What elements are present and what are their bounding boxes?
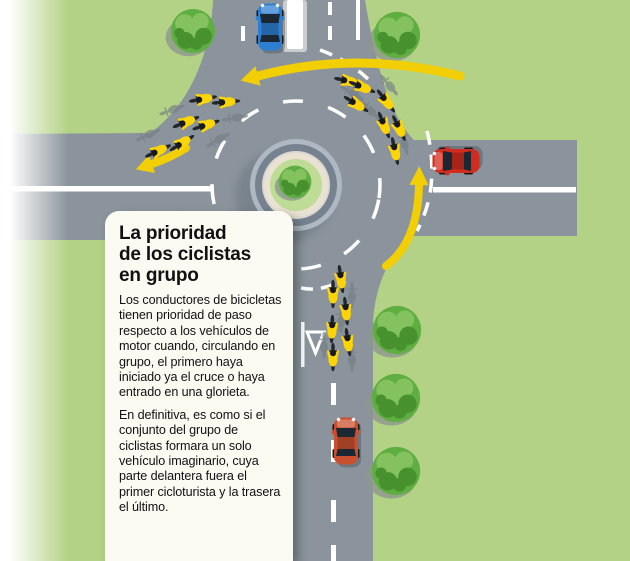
infobox-title-line: en grupo <box>119 265 199 286</box>
west-center-line <box>6 186 214 192</box>
infobox-title-line: La prioridad <box>119 223 227 244</box>
infobox-title <box>119 223 284 286</box>
east-center-line <box>433 187 576 193</box>
priority-infobox <box>105 211 293 561</box>
infobox-title-line: de los ciclistas <box>119 244 251 265</box>
infobox-paragraph-1: Los conductores de bicicletas tienen prioridad de paso respecto a los vehículos de motor cuando, circulando en grupo, el primero haya iniciado ya el cruce o haya entrado en una glorieta. <box>119 293 282 400</box>
orange-car <box>332 418 361 468</box>
blue-car <box>256 4 285 54</box>
infobox-paragraph-2: En definitiva, es como si el conjunto del grupo de ciclistas formara un solo vehículo imaginario, cuya parte delantera fuera el primer cicloturista y la trasera el último. <box>119 407 281 515</box>
red-car <box>433 146 483 175</box>
